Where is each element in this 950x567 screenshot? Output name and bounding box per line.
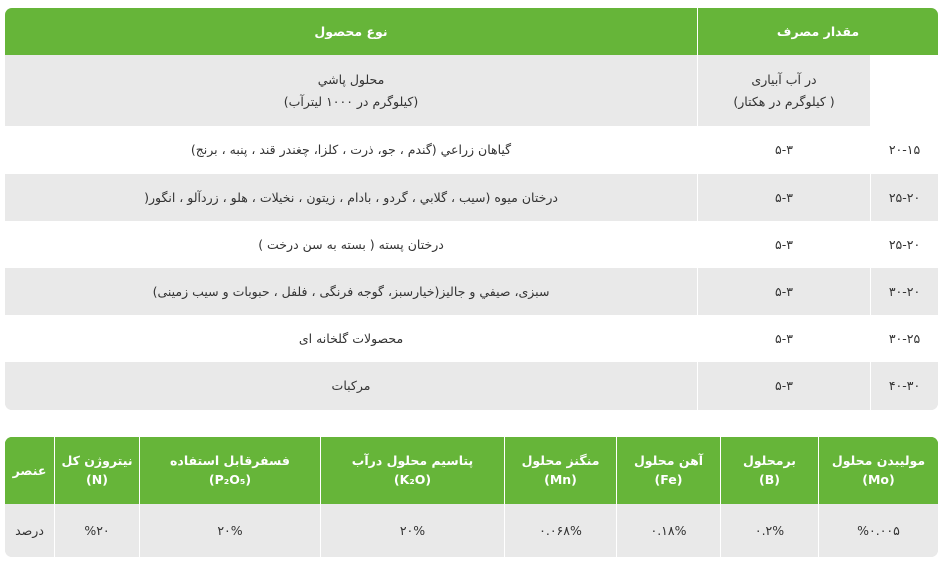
- row-fertigation: [871, 362, 938, 410]
- fertigation-value: ۴۰-۳۰: [888, 378, 921, 394]
- header-label: مولیبدن محلول: [831, 452, 926, 468]
- row-foliar: [698, 315, 870, 362]
- row-product: محصولات گلخانه ای: [298, 330, 404, 346]
- header-symbol: (Mn): [544, 471, 577, 487]
- header-nitrogen: [55, 437, 139, 504]
- fertigation-value: ۲۰-۱۵: [888, 142, 921, 158]
- value-molybdenum: [819, 504, 938, 557]
- foliar-value: ۵-۳: [775, 189, 793, 205]
- header-molybdenum: [819, 437, 938, 504]
- header-usage-amount: [698, 8, 938, 55]
- column-divider: [54, 437, 55, 557]
- header-symbol: (K₂O): [393, 471, 432, 487]
- foliar-value: ۵-۳: [775, 378, 793, 394]
- foliar-value: ۵-۳: [775, 283, 793, 299]
- value-boron: [721, 504, 818, 557]
- row-label: درصد: [15, 522, 44, 538]
- header-label: عنصر: [12, 463, 47, 478]
- header-potassium: [321, 437, 504, 504]
- row-fertigation: [871, 174, 938, 221]
- row-foliar: [698, 362, 870, 410]
- foliar-value: ۵-۳: [775, 236, 793, 252]
- header-symbol: (B): [759, 471, 780, 487]
- percent-value: %۰.۰۰۵: [857, 522, 900, 538]
- column-divider: [139, 437, 140, 557]
- percent-value: ۰.۲%: [754, 522, 785, 538]
- header-symbol: (P₂O₅): [208, 471, 252, 487]
- column-divider: [818, 437, 819, 557]
- row-product: مرکبات: [331, 378, 371, 394]
- row-foliar: [698, 174, 870, 221]
- header-boron: [721, 437, 818, 504]
- subheader-fertigation: [698, 55, 870, 126]
- header-label: برمحلول: [742, 452, 796, 468]
- fertigation-value: ۲۵-۲۰: [888, 236, 921, 252]
- subheader-empty-cell: [870, 55, 938, 126]
- column-divider: [616, 437, 617, 557]
- row-fertigation: [871, 315, 938, 362]
- header-label: آهن محلول: [633, 452, 704, 468]
- header-phosphorus: [140, 437, 320, 504]
- row-fertigation: [871, 221, 938, 268]
- column-divider: [870, 126, 871, 410]
- value-manganese: [505, 504, 616, 557]
- header-manganese: [505, 437, 616, 504]
- header-label: پتاسیم محلول درآب: [351, 452, 474, 468]
- percent-value: ۲۰%: [399, 522, 426, 538]
- fertigation-label: در آب آبیاری: [751, 72, 817, 88]
- column-divider: [504, 437, 505, 557]
- fertigation-value: ۲۵-۲۰: [888, 189, 921, 205]
- column-divider: [720, 437, 721, 557]
- usage-table: [5, 8, 938, 410]
- row-foliar: [698, 268, 870, 315]
- value-phosphorus: [140, 504, 320, 557]
- row-product: سبزی، صیفي و جالیز(خیارسبز، گوجه فرنگی ، فلفل ، حبوبات و سیب زمینی): [152, 283, 550, 299]
- fertigation-value: ۳۰-۲۰: [888, 283, 921, 299]
- row-product: درختان پسته ( بسته به سن درخت ): [258, 236, 444, 252]
- fertigation-value: ۳۰-۲۵: [888, 330, 921, 346]
- percent-value: ۲۰%: [217, 522, 243, 538]
- composition-table: [5, 437, 938, 557]
- header-symbol: (N): [86, 471, 108, 487]
- foliar-unit: (کیلوگرم در ۱۰۰۰ لیترآب): [283, 93, 419, 109]
- header-product-type-label: نوع محصول: [314, 24, 388, 39]
- row-product: گیاهان زراعي (گندم ، جو، ذرت ، کلزا، چغندر قند ، پنبه ، برنج): [190, 142, 512, 158]
- subheader-foliar: [5, 55, 697, 126]
- header-element: [5, 437, 54, 504]
- header-iron: [617, 437, 720, 504]
- value-iron: [617, 504, 720, 557]
- row-foliar: [698, 221, 870, 268]
- percent-value: ۰.۰۶۸%: [539, 522, 582, 538]
- value-potassium: [321, 504, 504, 557]
- header-label: فسفرقابل استفاده: [170, 452, 290, 468]
- foliar-label: محلول پاشي: [317, 72, 385, 88]
- foliar-value: ۵-۳: [775, 142, 793, 158]
- header-label: منگنز محلول: [521, 452, 600, 468]
- header-label: نیتروژن کل: [61, 452, 133, 468]
- value-element: [5, 504, 54, 557]
- row-fertigation: [871, 268, 938, 315]
- column-divider: [320, 437, 321, 557]
- header-symbol: (Fe): [654, 471, 683, 487]
- row-foliar: [698, 126, 870, 174]
- header-symbol: (Mo): [862, 471, 895, 487]
- fertigation-unit: ( کیلوگرم در هکتار): [733, 93, 835, 109]
- percent-value: ۰.۱۸%: [650, 522, 687, 538]
- header-product-type: [5, 8, 697, 55]
- value-nitrogen: [55, 504, 139, 557]
- foliar-value: ۵-۳: [775, 330, 793, 346]
- percent-value: %۲۰: [84, 522, 110, 538]
- row-fertigation: [871, 126, 938, 174]
- column-divider: [697, 8, 698, 410]
- header-usage-amount-label: مقدار مصرف: [776, 24, 860, 39]
- row-product: درختان میوه (سیب ، گلابي ، گردو ، بادام ، زیتون ، نخیلات ، هلو ، زردآلو ، انگور(: [144, 189, 558, 205]
